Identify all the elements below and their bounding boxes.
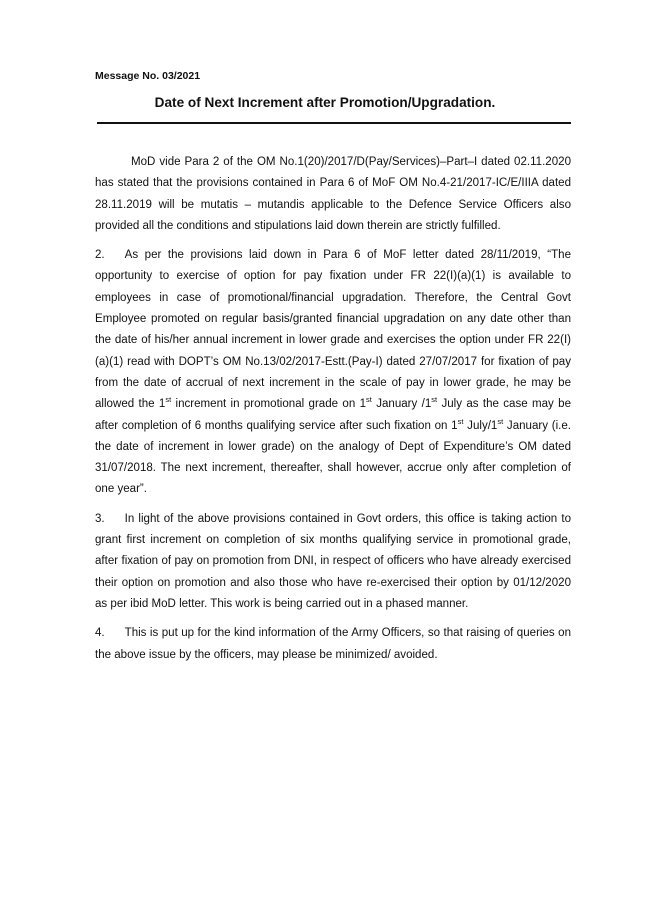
paragraph-1 xyxy=(95,152,571,237)
paragraph-3-text: In light of the above provisions contained in Govt orders, this office is taking action to grant first increment on completion of six months qualifying service in promotional grade, after fixation of pay on promotion from DNI, in respect of officers who have already exercised their option on promotion and also those who have re-exercised their option by 01/12/2020 as per ibid MoD letter. This work is being carried out in a phased manner. xyxy=(95,512,571,610)
paragraph-1-text: MoD vide Para 2 of the OM No.1(20)/2017/D(Pay/Services)–Part–I dated 02.11.2020 has stated that the provisions contained in Para 6 of MoF OM No.4-21/2017-IC/E/IIIA dated 28.11.2019 will be mutatis – mutandis applicable to the Defence Service Officers also provided all the conditions and stipulations laid down therein are strictly fulfilled. xyxy=(95,156,571,232)
paragraph-2-text-d: July as the case may be after completion of 6 months qualifying service after such fixation on 1 xyxy=(95,398,571,432)
paragraph-2-text-c: January /1 xyxy=(371,398,432,411)
title-underline xyxy=(97,122,571,124)
message-number: Message No. 03/2021 xyxy=(95,70,201,82)
ordinal-suffix: st xyxy=(497,416,504,426)
paragraph-2-text-b: increment in promotional grade on 1 xyxy=(171,398,367,411)
paragraph-2-number: 2. xyxy=(95,249,105,262)
document-title: Date of Next Increment after Promotion/Upgradation. xyxy=(154,95,496,110)
paragraph-2-text-e: July/1 xyxy=(463,419,498,432)
paragraph-2 xyxy=(95,245,571,501)
paragraph-2-text-a: As per the provisions laid down in Para 6 of MoF letter dated 28/11/2019, “The opportunity to exercise of option for pay fixation under FR 22(I)(a)(1) is available to employees in case of promotional/financial upgradation. Therefore, the Central Govt Employee promoted on regular basis/granted financial upgradation on any date other than the date of his/her annual increment in lower grade and exercises the option under FR 22(I)(a)(1) read with DOPT’s OM No.13/02/2017-Estt.(Pay-I) dated 27/07/2017 for fixation of pay from the date of accrual of next increment in the scale of pay in lower grade, he may be allowed the 1 xyxy=(95,249,571,411)
paragraph-4 xyxy=(95,623,571,666)
paragraph-2-text-f: January (i.e. the date of increment in lower grade) on the analogy of Dept of Expenditure’s OM dated 31/07/2018. The next increment, thereafter, shall however, accrue only after completion of one year”. xyxy=(95,419,571,496)
ordinal-suffix: st xyxy=(366,395,372,405)
ordinal-suffix: st xyxy=(165,395,172,405)
paragraph-4-text: This is put up for the kind information of the Army Officers, so that raising of queries on the above issue by the officers, may please be minimized/ avoided. xyxy=(95,627,571,661)
paragraph-3-number: 3. xyxy=(95,512,105,525)
paragraph-3 xyxy=(95,509,571,615)
document-body xyxy=(95,152,571,674)
ordinal-suffix: st xyxy=(431,395,438,405)
ordinal-suffix: st xyxy=(457,416,464,426)
paragraph-4-number: 4. xyxy=(95,627,105,640)
